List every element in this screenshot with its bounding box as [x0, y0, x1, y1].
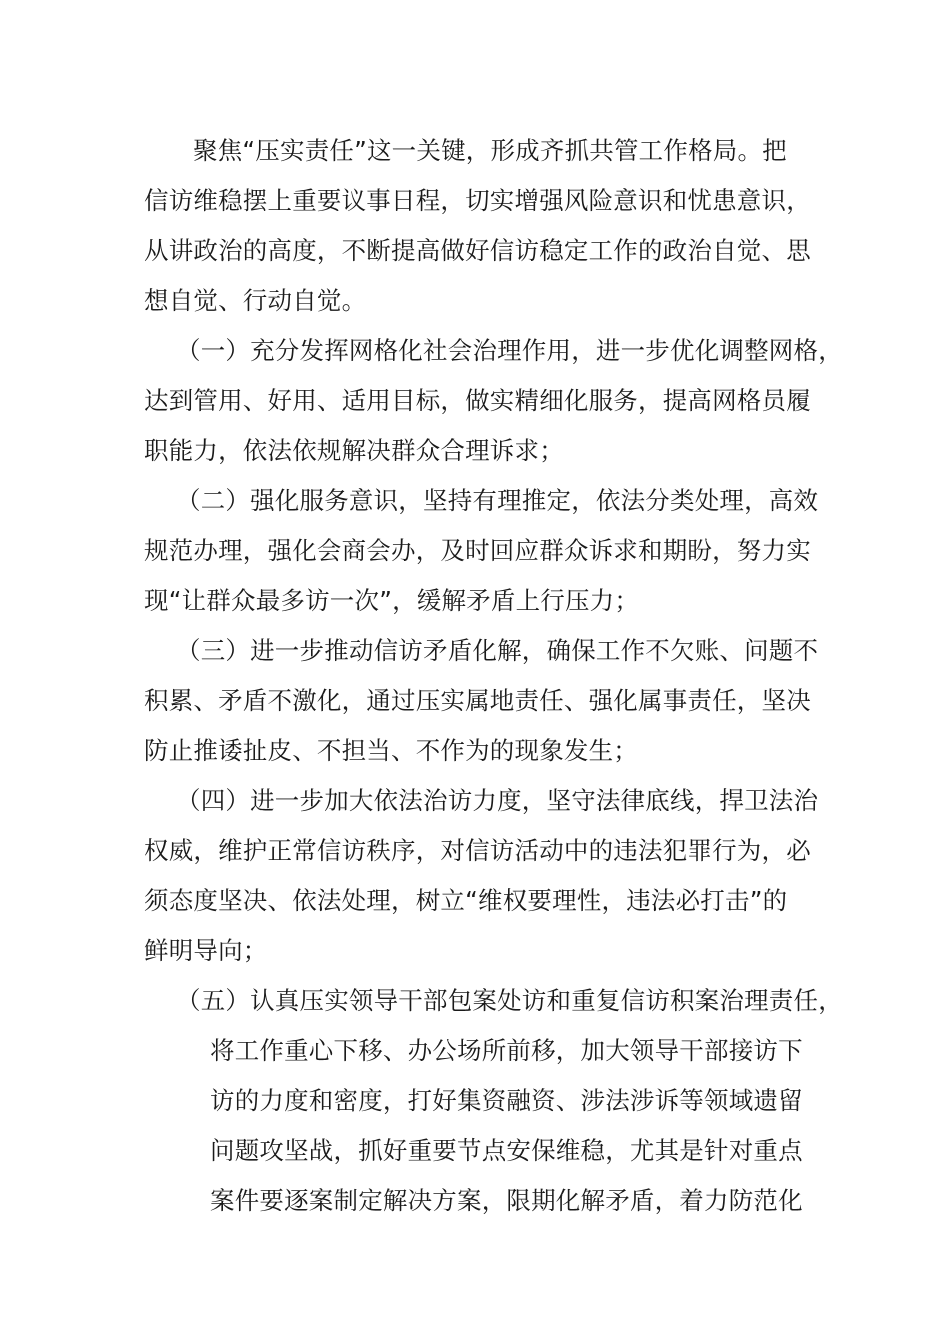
- item-2-line-2: 规范办理，强化会商会办，及时回应群众诉求和期盼，努力实: [144, 536, 811, 565]
- item-1-line-2: 达到管用、好用、适用目标，做实精细化服务，提高网格员履: [144, 386, 811, 415]
- item-5-line-3: 访的力度和密度，打好集资融资、涉法涉诉等领域遗留: [210, 1086, 803, 1115]
- intro-line-1: 聚焦“压实责任”这一关键，形成齐抓共管工作格局。把: [193, 136, 787, 165]
- item-4-line-2: 权威，维护正常信访秩序，对信访活动中的违法犯罪行为，必: [144, 836, 811, 865]
- item-5-line-5: 案件要逐案制定解决方案，限期化解矛盾，着力防范化: [210, 1186, 803, 1215]
- item-5-line-2: 将工作重心下移、办公场所前移，加大领导干部接访下: [210, 1036, 803, 1065]
- item-4-line-3: 须态度坚决、依法处理，树立“维权要理性，违法必打击”的: [144, 886, 788, 915]
- item-1-line-1: （一）充分发挥网格化社会治理作用，进一步优化调整网格，: [176, 336, 843, 365]
- item-4-line-1: （四）进一步加大依法治访力度，坚守法律底线，捍卫法治: [176, 786, 819, 815]
- intro-line-4: 想自觉、行动自觉。: [144, 286, 367, 315]
- item-4-line-4: 鲜明导向；: [144, 936, 268, 965]
- intro-line-3: 从讲政治的高度，不断提高做好信访稳定工作的政治自觉、思: [144, 236, 811, 265]
- item-5-line-4: 问题攻坚战，抓好重要节点安保维稳，尤其是针对重点: [210, 1136, 803, 1165]
- item-3-line-2: 积累、矛盾不激化，通过压实属地责任、强化属事责任，坚决: [144, 686, 811, 715]
- item-3-line-3: 防止推诿扯皮、不担当、不作为的现象发生；: [144, 736, 638, 765]
- item-5-line-1: （五）认真压实领导干部包案处访和重复信访积案治理责任，: [176, 986, 843, 1015]
- intro-line-2: 信访维稳摆上重要议事日程，切实增强风险意识和忧患意识，: [144, 186, 811, 215]
- item-2-line-1: （二）强化服务意识，坚持有理推定，依法分类处理，高效: [176, 486, 819, 515]
- item-2-line-3: 现“让群众最多访一次”，缓解矛盾上行压力；: [144, 586, 640, 615]
- item-3-line-1: （三）进一步推动信访矛盾化解，确保工作不欠账、问题不: [176, 636, 819, 665]
- item-1-line-3: 职能力，依法依规解决群众合理诉求；: [144, 436, 564, 465]
